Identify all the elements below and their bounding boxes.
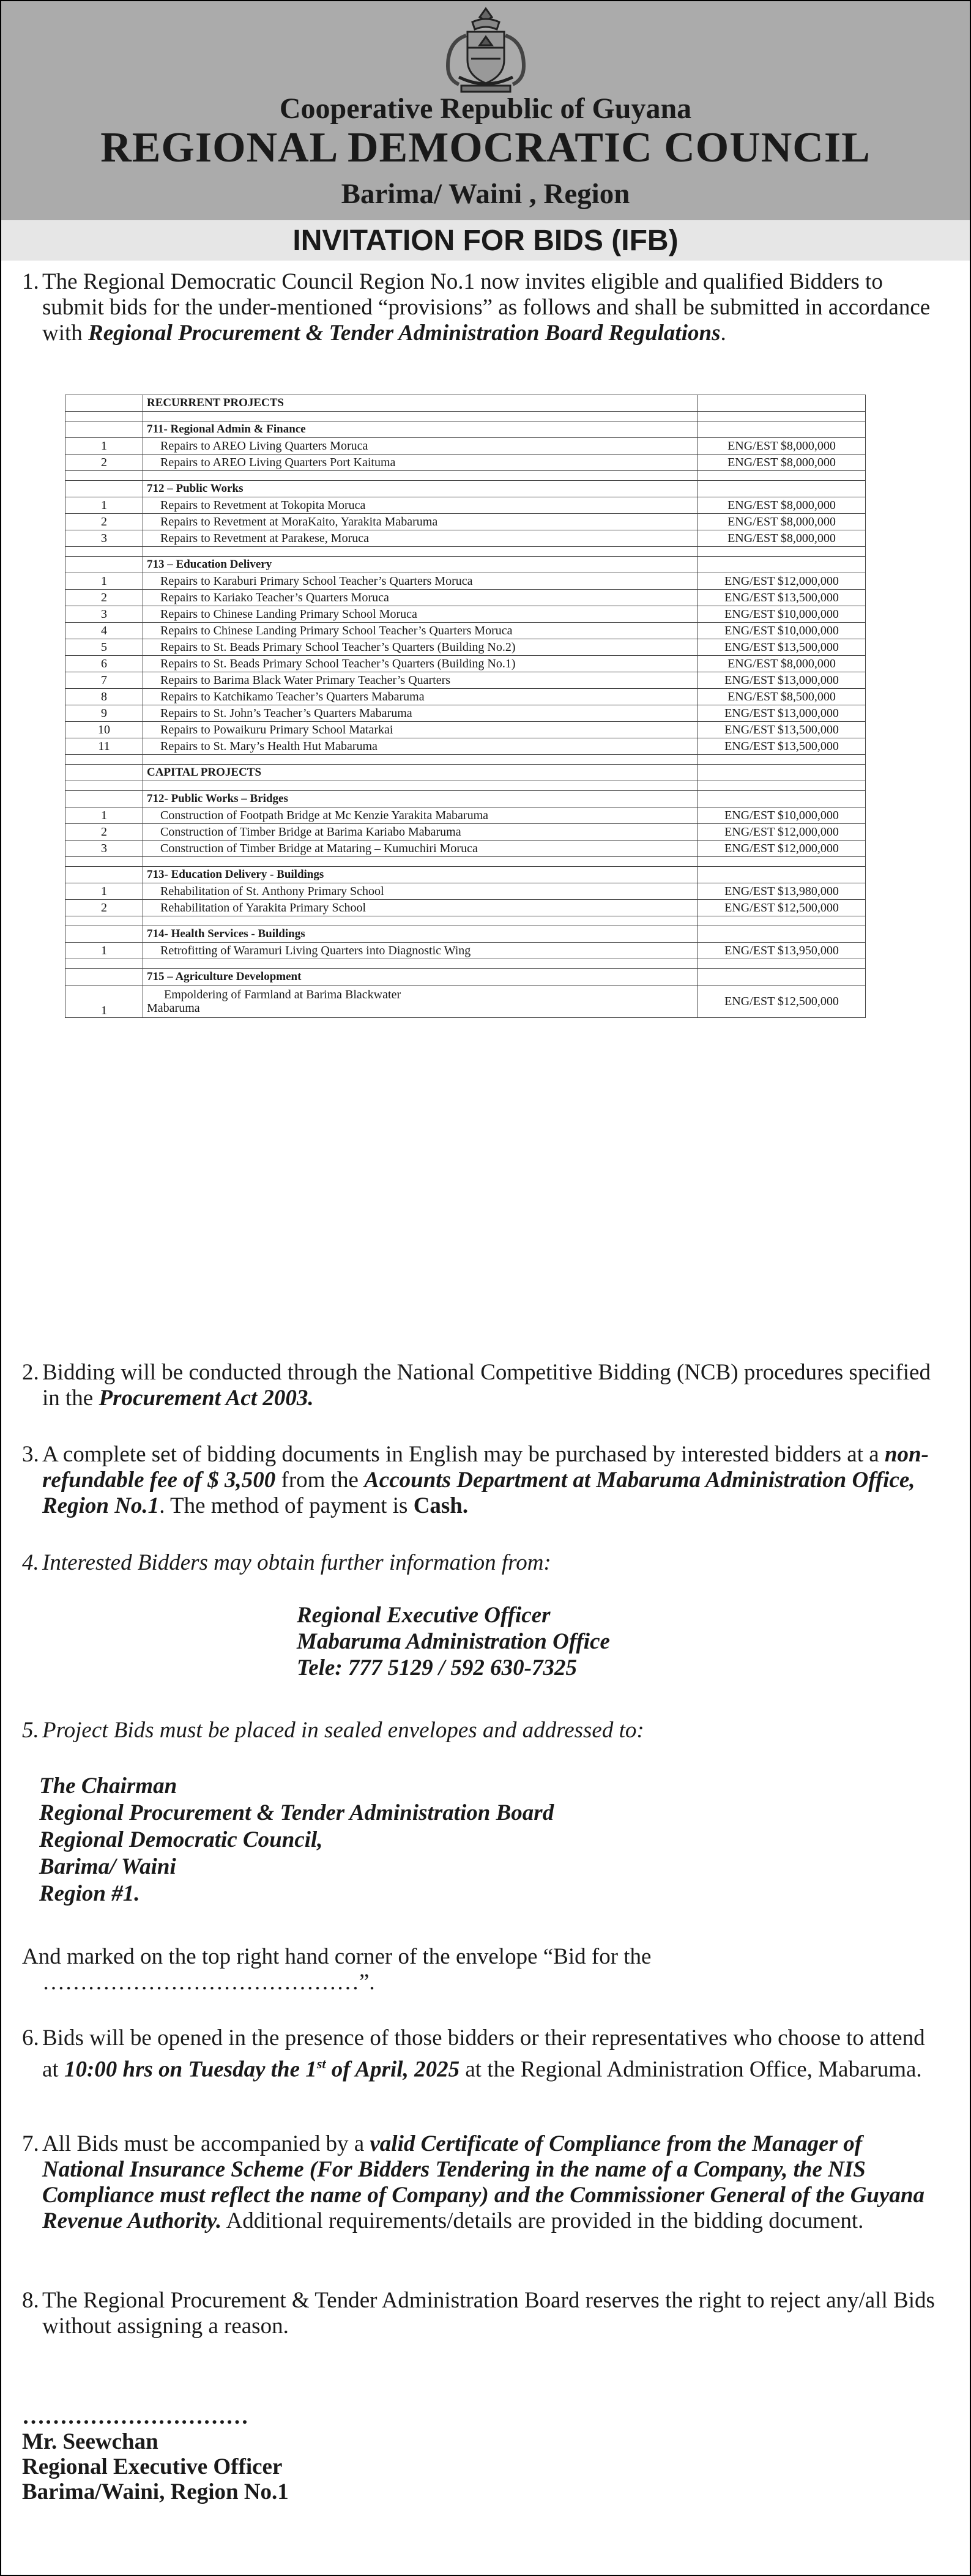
- row-amount: ENG/EST $10,000,000: [698, 807, 866, 824]
- row-number: [65, 926, 143, 943]
- ifb-banner: [1, 220, 970, 261]
- row-number: 2: [65, 455, 143, 471]
- row-number: [65, 765, 143, 781]
- blank-row: [65, 755, 866, 765]
- row-amount: ENG/EST $12,500,000: [698, 900, 866, 916]
- row-number: 2: [65, 514, 143, 530]
- paragraph-4: [22, 1550, 946, 1576]
- envelope-marking: [22, 1944, 946, 1995]
- signer-region: Barima/Waini, Region No.1: [22, 2479, 289, 2504]
- row-description: Repairs to Powaikuru Primary School Matarkai: [143, 722, 698, 738]
- row-description: [143, 985, 698, 1018]
- paragraph-emphasis: Regional Procurement & Tender Administration Board Regulations: [88, 321, 721, 346]
- address-line: Regional Democratic Council,: [39, 1827, 323, 1852]
- address-line: Regional Procurement & Tender Administration Board: [39, 1800, 554, 1825]
- section-heading-row: [65, 395, 866, 412]
- paragraph-end: .: [720, 321, 726, 346]
- row-description: 715 – Agriculture Development: [143, 969, 698, 985]
- row-amount: ENG/EST $13,500,000: [698, 738, 866, 755]
- row-number: 9: [65, 705, 143, 722]
- row-number: 1: [65, 573, 143, 590]
- bids-table: [65, 395, 866, 1018]
- paragraph-3: [22, 1442, 946, 1519]
- row-number: [65, 421, 143, 438]
- paragraph-text: Additional requirements/details are provided in the bidding document.: [221, 2208, 864, 2233]
- row-number: [65, 791, 143, 807]
- row-number: [65, 867, 143, 883]
- row-amount: ENG/EST $13,980,000: [698, 883, 866, 900]
- paragraph-number: 4.: [22, 1550, 39, 1575]
- row-amount: ENG/EST $10,000,000: [698, 623, 866, 639]
- project-row: [65, 438, 866, 455]
- contact-line: Regional Executive Officer: [297, 1603, 551, 1628]
- row-description: Construction of Timber Bridge at Mataring – Kumuchiri Moruca: [143, 841, 698, 857]
- contact-line: Mabaruma Administration Office: [297, 1629, 610, 1654]
- coat-of-arms-icon: [437, 5, 535, 97]
- row-amount: [698, 471, 866, 481]
- address-line: The Chairman: [39, 1773, 177, 1798]
- project-row: [65, 985, 866, 1018]
- paragraph-text: The Regional Procurement & Tender Administration Board reserves the right to reject any/all Bids without assigning a reason.: [42, 2288, 935, 2339]
- project-row: [65, 573, 866, 590]
- row-amount: [698, 791, 866, 807]
- row-description: Construction of Timber Bridge at Barima Kariabo Mabaruma: [143, 824, 698, 841]
- row-description: Repairs to Revetment at MoraKaito, Yarakita Mabaruma: [143, 514, 698, 530]
- paragraph-text: Interested Bidders may obtain further information from:: [42, 1550, 551, 1575]
- row-amount: [698, 755, 866, 765]
- row-number: [65, 481, 143, 497]
- row-number: 1: [65, 807, 143, 824]
- row-description: 713- Education Delivery - Buildings: [143, 867, 698, 883]
- row-amount: ENG/EST $12,000,000: [698, 841, 866, 857]
- row-number: [65, 547, 143, 557]
- row-amount: ENG/EST $12,000,000: [698, 573, 866, 590]
- row-description: 714- Health Services - Buildings: [143, 926, 698, 943]
- paragraph-number: 8.: [22, 2288, 39, 2313]
- row-amount: [698, 926, 866, 943]
- signer-title: Regional Executive Officer: [22, 2454, 283, 2479]
- paragraph-number: 1.: [22, 269, 39, 294]
- row-amount: ENG/EST $8,000,000: [698, 530, 866, 547]
- category-row: [65, 926, 866, 943]
- row-description: Repairs to AREO Living Quarters Moruca: [143, 438, 698, 455]
- blank-row: [65, 412, 866, 421]
- row-amount: [698, 547, 866, 557]
- row-number: 2: [65, 824, 143, 841]
- paragraph-number: 6.: [22, 2025, 39, 2051]
- row-description: [143, 755, 698, 765]
- contact-line: Tele: 777 5129 / 592 630-7325: [297, 1655, 578, 1680]
- row-amount: ENG/EST $10,000,000: [698, 606, 866, 623]
- blank-row: [65, 959, 866, 969]
- row-description: RECURRENT PROJECTS: [143, 395, 698, 412]
- row-description: Repairs to AREO Living Quarters Port Kaituma: [143, 455, 698, 471]
- row-amount: [698, 557, 866, 573]
- row-amount: [698, 857, 866, 867]
- row-description: [143, 547, 698, 557]
- row-description: Repairs to Revetment at Tokopita Moruca: [143, 497, 698, 514]
- row-amount: ENG/EST $13,000,000: [698, 705, 866, 722]
- row-description: Repairs to Chinese Landing Primary School Moruca: [143, 606, 698, 623]
- row-number: 3: [65, 530, 143, 547]
- row-description: Repairs to Chinese Landing Primary School Teacher’s Quarters Moruca: [143, 623, 698, 639]
- address-line: Barima/ Waini: [39, 1854, 176, 1879]
- payment-emphasis: Cash.: [413, 1493, 469, 1518]
- compliance-emphasis: valid Certificate of Compliance from the Manager of National Insurance Scheme (For Bidders Tendering in the name of a Company, the NIS Compliance must reflect the name of Company) and the Commissioner General of the Guyana Revenue Authority.: [42, 2131, 925, 2233]
- project-row: [65, 672, 866, 689]
- paragraph-7: [22, 2131, 946, 2234]
- project-row: [65, 943, 866, 959]
- row-number: 7: [65, 672, 143, 689]
- row-amount: [698, 765, 866, 781]
- row-amount: [698, 421, 866, 438]
- project-row: [65, 656, 866, 672]
- paragraph-text: All Bids must be accompanied by a: [42, 2131, 370, 2156]
- row-number: 6: [65, 656, 143, 672]
- paragraph-text: . The method of payment is: [159, 1493, 414, 1518]
- row-amount: [698, 395, 866, 412]
- row-amount: ENG/EST $12,500,000: [698, 985, 866, 1018]
- paragraph-text: from the: [275, 1468, 365, 1493]
- row-number: 2: [65, 900, 143, 916]
- project-row: [65, 738, 866, 755]
- row-description: [143, 916, 698, 926]
- row-description: Construction of Footpath Bridge at Mc Kenzie Yarakita Mabaruma: [143, 807, 698, 824]
- paragraph-text: at the Regional Administration Office, Mabaruma.: [459, 2057, 922, 2082]
- marking-dots: ……………………………………”.: [42, 1970, 375, 1995]
- category-row: [65, 791, 866, 807]
- row-description: 712 – Public Works: [143, 481, 698, 497]
- ifb-title: INVITATION FOR BIDS (IFB): [292, 225, 679, 257]
- signature-dots: …………………………: [22, 2404, 248, 2429]
- row-description: Rehabilitation of Yarakita Primary School: [143, 900, 698, 916]
- paragraph-number: 3.: [22, 1442, 39, 1467]
- paragraph-number: 2.: [22, 1360, 39, 1385]
- row-amount: ENG/EST $13,500,000: [698, 722, 866, 738]
- row-number: 1: [65, 438, 143, 455]
- row-number: 8: [65, 689, 143, 705]
- category-row: [65, 421, 866, 438]
- row-description: Repairs to Revetment at Parakese, Moruca: [143, 530, 698, 547]
- date-emphasis-end: of April, 2025: [326, 2057, 460, 2082]
- row-description-line: Empoldering of Farmland at Barima Blackwater: [164, 988, 401, 1001]
- row-amount: [698, 481, 866, 497]
- row-number: [65, 916, 143, 926]
- row-amount: [698, 959, 866, 969]
- blank-row: [65, 781, 866, 791]
- row-number: 10: [65, 722, 143, 738]
- paragraph-text: Bidding will be conducted through the National Competitive Bidding (NCB) procedures specified in the: [42, 1360, 931, 1411]
- row-description: Repairs to St. John’s Teacher’s Quarters Mabaruma: [143, 705, 698, 722]
- project-row: [65, 590, 866, 606]
- project-row: [65, 689, 866, 705]
- row-description: Repairs to Karaburi Primary School Teacher’s Quarters Moruca: [143, 573, 698, 590]
- row-description: Repairs to Kariako Teacher’s Quarters Moruca: [143, 590, 698, 606]
- row-number: [65, 781, 143, 791]
- row-amount: ENG/EST $13,950,000: [698, 943, 866, 959]
- category-row: [65, 969, 866, 985]
- paragraph-5: [22, 1718, 946, 1743]
- row-number: 1: [65, 985, 143, 1018]
- row-number: [65, 557, 143, 573]
- row-number: [65, 412, 143, 421]
- row-number: [65, 959, 143, 969]
- project-row: [65, 455, 866, 471]
- project-row: [65, 841, 866, 857]
- row-amount: ENG/EST $8,000,000: [698, 514, 866, 530]
- row-number: 3: [65, 841, 143, 857]
- row-number: [65, 471, 143, 481]
- row-amount: [698, 781, 866, 791]
- signer-name: Mr. Seewchan: [22, 2429, 158, 2454]
- blank-row: [65, 857, 866, 867]
- row-number: 5: [65, 639, 143, 656]
- paragraph-number: 5.: [22, 1718, 39, 1743]
- fee-emphasis: non-refundable fee of $ 3,500: [42, 1442, 929, 1493]
- category-row: [65, 557, 866, 573]
- project-row: [65, 497, 866, 514]
- row-description: Retrofitting of Waramuri Living Quarters into Diagnostic Wing: [143, 943, 698, 959]
- row-description: [143, 471, 698, 481]
- project-row: [65, 514, 866, 530]
- row-number: [65, 755, 143, 765]
- row-amount: ENG/EST $13,000,000: [698, 672, 866, 689]
- paragraph-8: [22, 2288, 946, 2339]
- paragraph-6: [22, 2025, 946, 2082]
- row-number: 1: [65, 943, 143, 959]
- row-amount: ENG/EST $12,000,000: [698, 824, 866, 841]
- project-row: [65, 623, 866, 639]
- row-number: [65, 857, 143, 867]
- paragraph-text: Project Bids must be placed in sealed envelopes and addressed to:: [42, 1718, 644, 1743]
- blank-row: [65, 471, 866, 481]
- row-amount: ENG/EST $8,000,000: [698, 438, 866, 455]
- address-block: [39, 1773, 773, 1907]
- row-number: 3: [65, 606, 143, 623]
- project-row: [65, 639, 866, 656]
- paragraph-text: The Regional Democratic Council Region No.1 now invites eligible and qualified Bidders to submit bids for the under-mentioned “provisions” as follows and shall be submitted in accordance with: [42, 269, 931, 346]
- marking-line: And marked on the top right hand corner of the envelope “Bid for the: [22, 1944, 652, 1969]
- row-description: 712- Public Works – Bridges: [143, 791, 698, 807]
- row-amount: ENG/EST $8,000,000: [698, 455, 866, 471]
- row-number: [65, 969, 143, 985]
- date-emphasis: 10:00 hrs on Tuesday the 1: [64, 2057, 317, 2082]
- row-description: Repairs to St. Mary’s Health Hut Mabaruma: [143, 738, 698, 755]
- row-description: 713 – Education Delivery: [143, 557, 698, 573]
- row-amount: ENG/EST $8,000,000: [698, 656, 866, 672]
- row-description: Repairs to Katchikamo Teacher’s Quarters Mabaruma: [143, 689, 698, 705]
- row-description: [143, 857, 698, 867]
- project-row: [65, 807, 866, 824]
- row-number: 1: [65, 883, 143, 900]
- row-amount: [698, 969, 866, 985]
- project-row: [65, 606, 866, 623]
- project-row: [65, 530, 866, 547]
- paragraph-2: [22, 1360, 946, 1411]
- row-amount: [698, 916, 866, 926]
- row-description: Rehabilitation of St. Anthony Primary School: [143, 883, 698, 900]
- bids-table-body: [65, 395, 866, 1018]
- row-description: Repairs to St. Beads Primary School Teacher’s Quarters (Building No.2): [143, 639, 698, 656]
- project-row: [65, 883, 866, 900]
- row-number: 11: [65, 738, 143, 755]
- row-description: CAPITAL PROJECTS: [143, 765, 698, 781]
- row-description: Repairs to St. Beads Primary School Teacher’s Quarters (Building No.1): [143, 656, 698, 672]
- address-line: Region #1.: [39, 1881, 140, 1906]
- header-banner: [1, 1, 970, 220]
- row-number: [65, 395, 143, 412]
- paragraph-1: [22, 269, 940, 346]
- row-amount: ENG/EST $13,500,000: [698, 639, 866, 656]
- row-amount: [698, 412, 866, 421]
- row-description: [143, 781, 698, 791]
- project-row: [65, 705, 866, 722]
- paragraph-number: 7.: [22, 2131, 39, 2156]
- section-heading-row: [65, 765, 866, 781]
- republic-title: Cooperative Republic of Guyana: [279, 92, 692, 125]
- row-number: 1: [65, 497, 143, 514]
- project-row: [65, 722, 866, 738]
- council-title: REGIONAL DEMOCRATIC COUNCIL: [100, 124, 871, 171]
- row-number: 4: [65, 623, 143, 639]
- row-amount: [698, 867, 866, 883]
- project-row: [65, 824, 866, 841]
- date-ordinal: st: [316, 2056, 326, 2071]
- category-row: [65, 481, 866, 497]
- paragraph-text: A complete set of bidding documents in English may be purchased by interested bidders at a: [42, 1442, 885, 1467]
- row-description: [143, 412, 698, 421]
- row-description: 711- Regional Admin & Finance: [143, 421, 698, 438]
- blank-row: [65, 916, 866, 926]
- category-row: [65, 867, 866, 883]
- row-description: [143, 959, 698, 969]
- row-description: Repairs to Barima Black Water Primary Teacher’s Quarters: [143, 672, 698, 689]
- paragraph-text: Bids will be opened in the presence of those bidders or their representatives who choose to attend at: [42, 2025, 925, 2082]
- signature-block: [22, 2404, 289, 2504]
- row-number: 2: [65, 590, 143, 606]
- contact-block: [297, 1602, 847, 1681]
- paragraph-emphasis: Procurement Act 2003.: [99, 1386, 314, 1411]
- row-description-line: Mabaruma: [147, 1001, 200, 1015]
- blank-row: [65, 547, 866, 557]
- project-row: [65, 900, 866, 916]
- office-emphasis: Accounts Department at Mabaruma Administration Office, Region No.1: [42, 1468, 915, 1518]
- row-amount: ENG/EST $8,000,000: [698, 497, 866, 514]
- row-amount: ENG/EST $13,500,000: [698, 590, 866, 606]
- region-title: Barima/ Waini , Region: [341, 178, 630, 210]
- row-amount: ENG/EST $8,500,000: [698, 689, 866, 705]
